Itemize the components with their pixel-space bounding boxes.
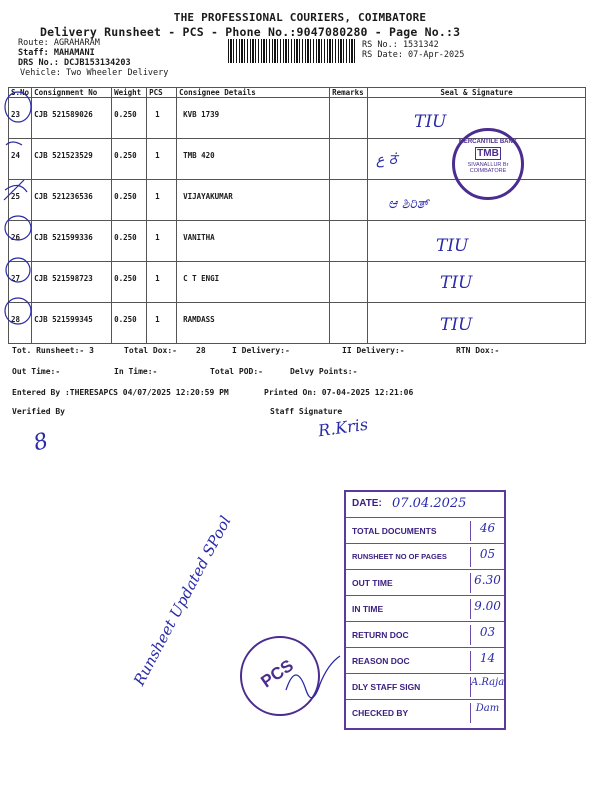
consignment-cell: CJB 521599336 [32,221,112,262]
stamp-row-label: REASON DOC [352,656,410,666]
route-text: Route: AGRAHARAM [18,38,100,48]
sno-circle-marks [0,90,40,340]
stamp-row [346,570,504,596]
remarks-cell [330,180,368,221]
signature-row-26: TIU [436,236,469,256]
col-pcs: PCS [147,88,177,98]
bank-seal-line2: SIVANALLUR Br [467,162,509,168]
pcs-cell: 1 [147,180,177,221]
delvy-points: Delvy Points:- [290,367,358,376]
signature-row-24: ع ठं [376,152,397,168]
total-pod: Total POD:- [210,367,263,376]
stamp-row-label: RETURN DOC [352,630,409,640]
consignee-cell: RAMDASS [177,303,330,344]
stamp-row-value: 46 [470,521,504,541]
weight-cell: 0.250 [112,139,147,180]
stamp-row-label: IN TIME [352,604,384,614]
stamp-row-value: 6.30 [470,573,504,593]
bank-seal-line1: MERCANTILE BANK [458,139,518,145]
table-row [9,221,586,262]
pcs-cell: 1 [147,262,177,303]
stamp-row-value: 03 [470,625,504,645]
printed-on: Printed On: 07-04-2025 12:21:06 [264,388,414,397]
ii-delivery: II Delivery:- [342,346,405,355]
stamp-date-value: 07.04.2025 [392,496,467,511]
company-title: THE PROFESSIONAL COURIERS, COIMBATORE [173,11,427,24]
consignee-cell: C T ENGI [177,262,330,303]
stamp-row-label: TOTAL DOCUMENTS [352,526,437,536]
stamp-row-label: RUNSHEET NO OF PAGES [352,552,447,561]
rs-no-text: RS No.: 1531342 [362,40,439,50]
sno-cell: 24 [9,139,32,180]
stamp-row [346,518,504,544]
barcode-image [228,39,356,63]
staff-signature-scribble: R.Kris [316,414,370,441]
handwritten-note: Runsheet Updated SPool [130,512,235,689]
col-seal-signature: Seal & Signature [368,88,586,98]
sno-cell: 27 [9,262,32,303]
drs-no-text: DRS No.: DCJB153134203 [18,58,131,68]
weight-cell: 0.250 [112,98,147,139]
col-sno: S.No [9,88,32,98]
remarks-cell [330,221,368,262]
entered-by: Entered By :THERESAPCS 04/07/2025 12:20:59 PM [12,388,229,397]
sno-cell: 26 [9,221,32,262]
stamp-date-label: DATE: [352,498,382,509]
in-time: In Time:- [114,367,158,376]
col-remarks: Remarks [330,88,368,98]
consignee-cell: KVB 1739 [177,98,330,139]
sno-cell: 23 [9,98,32,139]
remarks-cell [330,98,368,139]
verified-mark: 8 [31,428,51,457]
stamp-row [346,596,504,622]
pcs-cell: 1 [147,98,177,139]
i-delivery: I Delivery:- [232,346,290,355]
pcs-stamp-scribble [280,650,350,720]
info-right [362,40,464,60]
runsheet-table [8,87,586,344]
stamp-row [346,622,504,648]
consignment-cell: CJB 521236536 [32,180,112,221]
stamp-row [346,674,504,700]
staff-signature-label: Staff Signature [270,407,343,416]
table-row [9,303,586,344]
stamp-row-label: DLY STAFF SIGN [352,682,421,692]
consignment-cell: CJB 521589026 [32,98,112,139]
consignment-cell: CJB 521598723 [32,262,112,303]
rtn-dox: RTN Dox:- [456,346,500,355]
signature-row-28: TIU [440,315,473,335]
signature-row-25: ಆ ಶಿರಿತ್ [388,196,429,212]
consignee-cell: VIJAYAKUMAR [177,180,330,221]
remarks-cell [330,262,368,303]
table-header-row [9,88,586,98]
pcs-cell: 1 [147,303,177,344]
bank-seal-stamp [452,128,524,200]
col-weight: Weight [112,88,147,98]
signature-cell [368,303,586,344]
stamp-row-value: 14 [470,651,504,671]
runsheet-subtitle: Delivery Runsheet - PCS - Phone No.:9047080280 - Page No.:3 [40,25,461,39]
out-time: Out Time:- [12,367,61,376]
total-dox-value: 28 [196,346,206,355]
table-row [9,262,586,303]
bank-seal-line3: COIMBATORE [469,168,507,174]
info-left [18,38,168,78]
pcs-cell: 1 [147,221,177,262]
consignee-cell: VANITHA [177,221,330,262]
remarks-cell [330,139,368,180]
signature-cell [368,221,586,262]
weight-cell: 0.250 [112,303,147,344]
signature-cell [368,262,586,303]
verified-by: Verified By [12,407,65,416]
pcs-cell: 1 [147,139,177,180]
vehicle-text: Vehicle: Two Wheeler Delivery [20,68,169,78]
pcs-stamp-text: PCS [257,655,297,692]
stamp-row [346,648,504,674]
consignment-cell: CJB 521523529 [32,139,112,180]
weight-cell: 0.250 [112,221,147,262]
signature-row-23: TIU [414,112,447,132]
total-dox-label: Total Dox:- [124,346,177,355]
sno-cell: 25 [9,180,32,221]
staff-text: Staff: MAHAMANI [18,48,95,58]
sno-cell: 28 [9,303,32,344]
consignee-cell: TMB 420 [177,139,330,180]
signature-row-27: TIU [440,273,473,293]
weight-cell: 0.250 [112,262,147,303]
tot-runsheet: Tot. Runsheet:- 3 [12,346,94,355]
stamp-row-value: 05 [470,547,504,567]
rs-date-text: RS Date: 07-Apr-2025 [362,50,465,60]
weight-cell: 0.250 [112,180,147,221]
remarks-cell [330,303,368,344]
office-stamp-box [344,490,506,730]
stamp-row-value: 9.00 [470,599,504,619]
stamp-row-label: OUT TIME [352,578,393,588]
col-consignment: Consignment No [32,88,112,98]
stamp-row [346,700,504,726]
stamp-row-value: Dam [470,703,504,723]
consignment-cell: CJB 521599345 [32,303,112,344]
stamp-date-row [346,492,504,518]
bank-seal-code: TMB [475,147,501,160]
stamp-row-label: CHECKED BY [352,708,409,718]
col-consignee: Consignee Details [177,88,330,98]
stamp-row [346,544,504,570]
stamp-row-value: A.Raja [470,677,504,697]
